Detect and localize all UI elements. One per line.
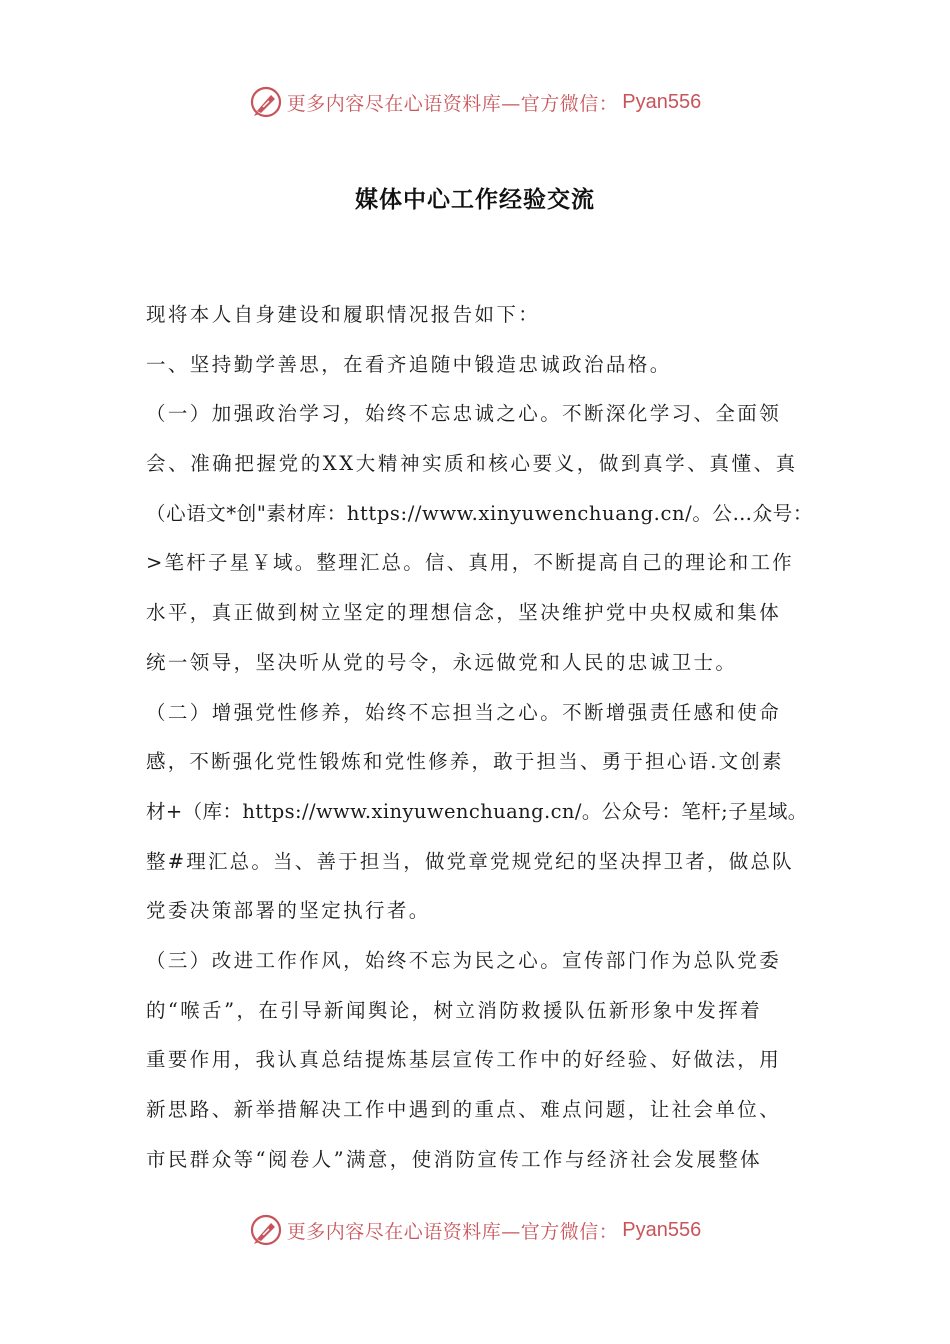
paragraph-line: 重要作用，我认真总结提炼基层宣传工作中的好经验、好做法，用 bbox=[146, 1048, 782, 1072]
footer-watermark-banner bbox=[0, 1207, 950, 1253]
paragraph-line: 统一领导，坚决听从党的号令，永远做党和人民的忠诚卫士。 bbox=[146, 650, 738, 674]
paragraph-line: 会、准确把握党的XX大精神实质和核心要义，做到真学、真懂、真 bbox=[146, 452, 798, 476]
document-body bbox=[146, 290, 814, 1184]
paragraph-line: 党委决策部署的坚定执行者。 bbox=[146, 899, 431, 923]
document-title: 媒体中心工作经验交流 bbox=[355, 187, 595, 213]
wechat-id: Pyan556 bbox=[622, 1218, 702, 1241]
watermark-text: 更多内容尽在心语资料库—官方微信： bbox=[286, 92, 619, 115]
paragraph-line: （一）加强政治学习，始终不忘忠诚之心。不断深化学习、全面领 bbox=[146, 402, 782, 426]
paragraph-line: 材+（库：https://www.xinyuwenchuang.cn/。公众号：笔杆;子星域。 bbox=[146, 799, 808, 823]
wechat-id: Pyan556 bbox=[622, 90, 702, 113]
paragraph-line: >笔杆子星￥域。整理汇总。信、真用，不断提高自己的理论和工作 bbox=[146, 551, 794, 575]
pen-nib-logo-icon bbox=[249, 1213, 283, 1247]
paragraph-line: 整#理汇总。当、善于担当，做党章党规党纪的坚决捍卫者，做总队 bbox=[146, 849, 794, 873]
paragraph-line: 感，不断强化党性锻炼和党性修养，敢于担当、勇于担心语.文创素 bbox=[146, 750, 784, 774]
paragraph-line: 一、坚持勤学善思，在看齐追随中锻造忠诚政治品格。 bbox=[146, 352, 672, 376]
paragraph-line: （二）增强党性修养，始终不忘担当之心。不断增强责任感和使命 bbox=[146, 700, 782, 724]
header-watermark-banner bbox=[0, 79, 950, 125]
watermark-text: 更多内容尽在心语资料库—官方微信： bbox=[286, 1220, 619, 1243]
paragraph-line: 新思路、新举措解决工作中遇到的重点、难点问题，让社会单位、 bbox=[146, 1098, 782, 1121]
paragraph-line: 的“喉舌”，在引导新闻舆论，树立消防救援队伍新形象中发挥着 bbox=[146, 998, 763, 1022]
paragraph-line: 市民群众等“阅卷人”满意，使消防宣传工作与经济社会发展整体 bbox=[146, 1147, 763, 1171]
paragraph-line: （三）改进工作作风，始终不忘为民之心。宣传部门作为总队党委 bbox=[146, 948, 782, 972]
pen-nib-logo-icon bbox=[249, 85, 283, 119]
paragraph-line: （心语文*创"素材库：https://www.xinyuwenchuang.cn/。公…众号： bbox=[146, 501, 813, 525]
paragraph-line: 现将本人自身建设和履职情况报告如下： bbox=[146, 303, 541, 326]
paragraph-line: 水平，真正做到树立坚定的理想信念，坚决维护党中央权威和集体 bbox=[146, 601, 782, 625]
